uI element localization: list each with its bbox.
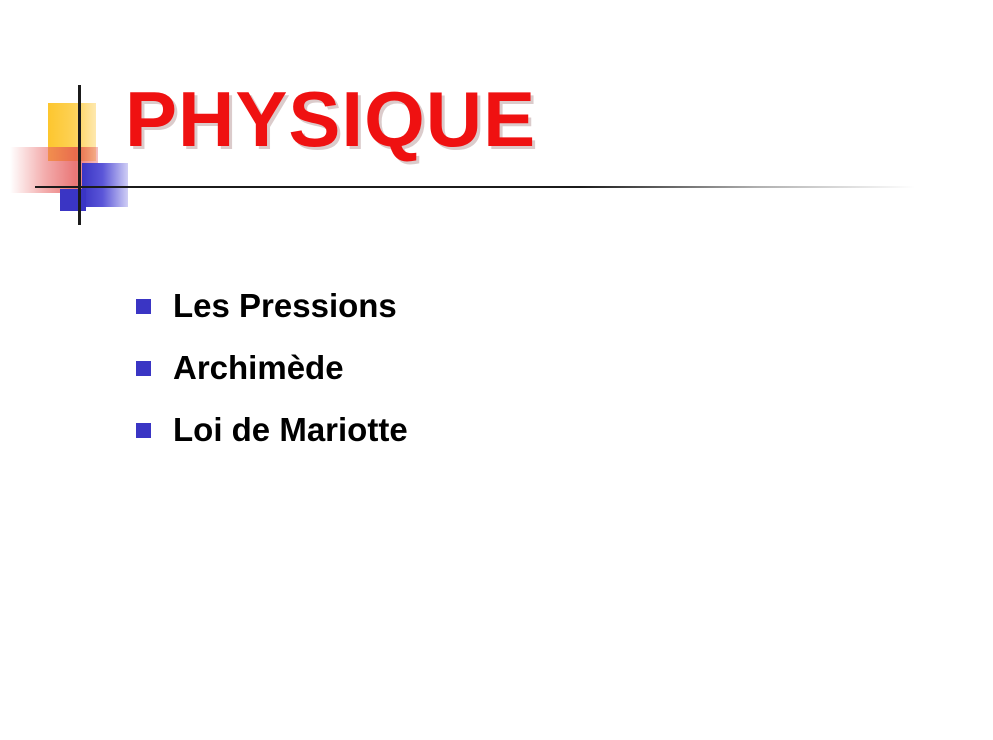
list-item-label: Loi de Mariotte [173, 411, 408, 449]
list-item-label: Archimède [173, 349, 344, 387]
small-blue-square-shape [60, 189, 86, 211]
list-item [136, 409, 896, 451]
square-bullet-icon [136, 299, 151, 314]
list-item [136, 347, 896, 389]
page-title: PHYSIQUE [125, 75, 537, 163]
vertical-rule [78, 85, 81, 225]
list-item-label: Les Pressions [173, 287, 397, 324]
blue-square-shape [82, 163, 128, 207]
square-bullet-icon [136, 423, 151, 438]
header-ornament [10, 85, 140, 225]
square-bullet-icon [136, 361, 151, 376]
bullet-list [136, 285, 896, 472]
list-item [136, 285, 896, 327]
horizontal-rule [35, 186, 915, 188]
